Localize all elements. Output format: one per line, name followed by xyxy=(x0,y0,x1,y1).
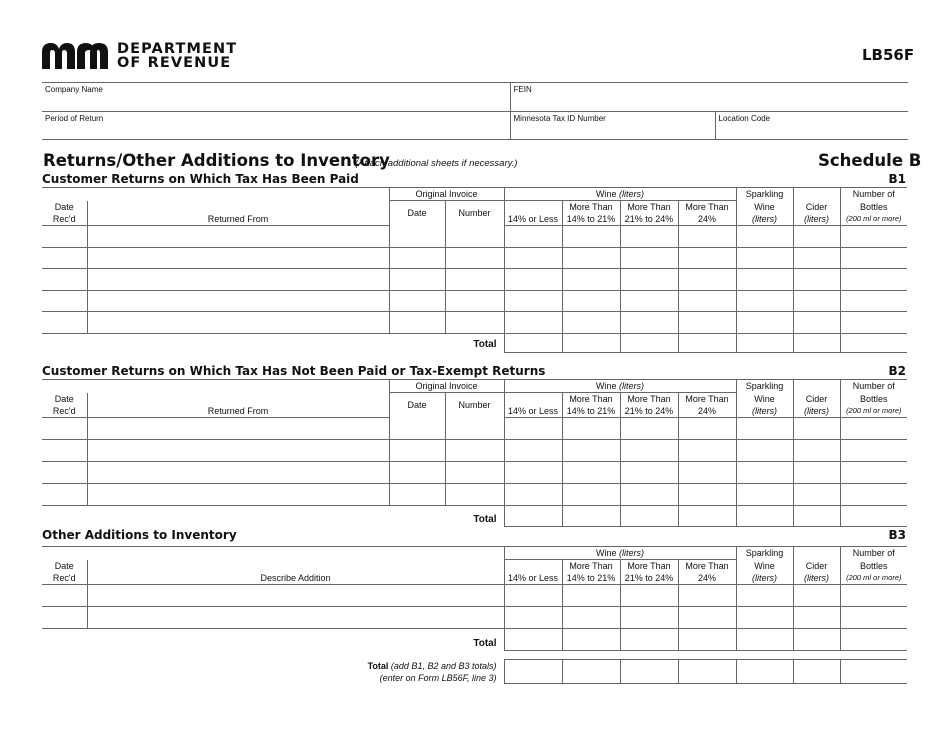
b1-total-cell[interactable] xyxy=(678,333,736,352)
b2-number-of-header: Number of xyxy=(840,380,907,393)
logo-line-2: OF REVENUE xyxy=(117,55,232,71)
b2-date-header: Date xyxy=(54,393,74,404)
b2-original-invoice-header: Original Invoice xyxy=(389,380,504,393)
b1-cider-header: Cider xyxy=(793,201,840,214)
grand-total-label: Total (add B1, B2 and B3 totals) (enter on Form LB56F, line 3) xyxy=(367,660,497,683)
b3-bottles-header: Bottles xyxy=(840,560,907,573)
table-row[interactable] xyxy=(42,440,907,462)
b3-more-than-header: More Than xyxy=(562,560,620,573)
mn-logo-icon xyxy=(42,43,108,69)
b2-w14-header: 14% or Less xyxy=(504,405,562,418)
table-row[interactable] xyxy=(42,585,907,607)
b1-w24-header: 24% xyxy=(678,213,736,226)
b3-total-cell[interactable] xyxy=(736,629,793,651)
b3-code: B3 xyxy=(888,528,906,542)
fein-field[interactable] xyxy=(510,83,908,112)
b3-more-than-header: More Than xyxy=(620,560,678,573)
b3-w14-21-header: 14% to 21% xyxy=(562,572,620,585)
location-code-label: Location Code xyxy=(718,113,771,123)
b2-bottles-header: Bottles xyxy=(840,393,907,406)
b2-more-than-header: More Than xyxy=(620,393,678,406)
form-id: LB56F xyxy=(862,46,915,64)
b2-total-label: Total xyxy=(473,513,497,525)
table-row[interactable] xyxy=(42,269,907,291)
b3-more-than-header: More Than xyxy=(678,560,736,573)
grand-total-table xyxy=(42,659,907,684)
b2-recd-header: Rec'd xyxy=(42,405,87,418)
b2-title: Customer Returns on Which Tax Has Not Been Paid or Tax-Exempt Returns xyxy=(42,364,546,378)
b3-recd-header: Rec'd xyxy=(42,572,87,585)
mn-tax-id-field[interactable] xyxy=(510,111,715,140)
company-name-field[interactable] xyxy=(42,83,510,112)
logo-line-1: DEPARTMENT xyxy=(117,41,238,57)
b1-total-cell[interactable] xyxy=(504,333,562,352)
b2-total-cell[interactable] xyxy=(736,506,793,527)
b1-total-row xyxy=(42,333,907,352)
grand-total-cell[interactable] xyxy=(793,660,840,684)
b2-total-row xyxy=(42,506,907,527)
b2-total-cell[interactable] xyxy=(620,506,678,527)
department-logo xyxy=(42,42,237,70)
b3-date-header: Date xyxy=(54,560,74,571)
b2-table xyxy=(42,379,907,527)
b3-title: Other Additions to Inventory xyxy=(42,528,237,542)
b1-total-label: Total xyxy=(473,339,497,351)
b1-recd-header: Rec'd xyxy=(42,213,87,226)
b2-sparkling-wine-header: Wine xyxy=(736,393,793,406)
table-row[interactable] xyxy=(42,226,907,248)
header-fields xyxy=(42,82,908,140)
grand-total-cell[interactable] xyxy=(678,660,736,684)
schedule-label: Schedule B xyxy=(818,151,922,170)
b3-w24-header: 24% xyxy=(678,572,736,585)
company-name-label: Company Name xyxy=(45,85,103,94)
b3-table xyxy=(42,546,907,651)
b1-more-than-header: More Than xyxy=(562,201,620,214)
table-row[interactable] xyxy=(42,418,907,440)
b1-sparkling-header: Sparkling xyxy=(736,188,793,201)
b2-w24-header: 24% xyxy=(678,405,736,418)
table-row[interactable] xyxy=(42,312,907,334)
b3-sparkling-liters: (liters) xyxy=(736,572,793,585)
b3-total-cell[interactable] xyxy=(793,629,840,651)
b1-code: B1 xyxy=(888,172,906,186)
b3-total-cell[interactable] xyxy=(562,629,620,651)
table-row[interactable] xyxy=(42,247,907,269)
b3-bottles-note: (200 ml or more) xyxy=(840,572,907,585)
grand-total-cell[interactable] xyxy=(840,660,907,684)
grand-total-cell[interactable] xyxy=(504,660,562,684)
b1-bottles-note: (200 ml or more) xyxy=(840,213,907,226)
b1-date-header: Date xyxy=(54,201,74,212)
b3-w14-header: 14% or Less xyxy=(504,572,562,585)
b1-wine-header: Wine (liters) xyxy=(504,188,736,201)
b2-total-cell[interactable] xyxy=(678,506,736,527)
b2-w21-24-header: 21% to 24% xyxy=(620,405,678,418)
b2-total-cell[interactable] xyxy=(840,506,907,527)
b3-sparkling-header: Sparkling xyxy=(736,547,793,560)
b1-total-cell[interactable] xyxy=(840,333,907,352)
b2-more-than-header: More Than xyxy=(678,393,736,406)
period-of-return-label: Period of Return xyxy=(45,113,104,123)
b1-total-cell[interactable] xyxy=(793,333,840,352)
page-title: Returns/Other Additions to Inventory xyxy=(43,151,390,170)
grand-total-cell[interactable] xyxy=(620,660,678,684)
b1-w14-header: 14% or Less xyxy=(504,213,562,226)
b3-total-cell[interactable] xyxy=(678,629,736,651)
b1-title: Customer Returns on Which Tax Has Been Paid xyxy=(42,172,359,186)
b2-inv-number-header: Number xyxy=(445,393,504,418)
period-of-return-field[interactable] xyxy=(42,111,510,140)
b2-total-cell[interactable] xyxy=(793,506,840,527)
b1-more-than-header: More Than xyxy=(678,201,736,214)
table-row[interactable] xyxy=(42,607,907,629)
b2-sparkling-liters: (liters) xyxy=(736,405,793,418)
b3-sparkling-wine-header: Wine xyxy=(736,560,793,573)
b2-total-cell[interactable] xyxy=(562,506,620,527)
b1-table xyxy=(42,187,907,353)
b1-sparkling-liters: (liters) xyxy=(736,213,793,226)
b3-total-cell[interactable] xyxy=(504,629,562,651)
grand-total-cell[interactable] xyxy=(736,660,793,684)
b1-total-cell[interactable] xyxy=(620,333,678,352)
b2-returned-from-header: Returned From xyxy=(87,405,389,418)
b1-total-cell[interactable] xyxy=(562,333,620,352)
b1-number-of-header: Number of xyxy=(840,188,907,201)
b1-more-than-header: More Than xyxy=(620,201,678,214)
b3-wine-header: Wine (liters) xyxy=(504,547,736,560)
b3-total-cell[interactable] xyxy=(840,629,907,651)
fein-label: FEIN xyxy=(513,85,532,94)
b3-describe-addition-header: Describe Addition xyxy=(87,572,504,585)
b1-w14-21-header: 14% to 21% xyxy=(562,213,620,226)
b3-total-row xyxy=(42,629,907,651)
b1-returned-from-header: Returned From xyxy=(87,213,389,226)
b1-inv-date-header: Date xyxy=(389,201,445,226)
table-row[interactable] xyxy=(42,462,907,484)
table-row[interactable] xyxy=(42,484,907,506)
b2-code: B2 xyxy=(888,364,906,378)
b2-w14-21-header: 14% to 21% xyxy=(562,405,620,418)
b2-more-than-header: More Than xyxy=(562,393,620,406)
b3-total-label: Total xyxy=(473,637,497,649)
b1-total-cell[interactable] xyxy=(736,333,793,352)
b3-number-of-header: Number of xyxy=(840,547,907,560)
b2-sparkling-header: Sparkling xyxy=(736,380,793,393)
b2-cider-header: Cider xyxy=(793,393,840,406)
b3-cider-liters: (liters) xyxy=(793,572,840,585)
b2-total-cell[interactable] xyxy=(504,506,562,527)
b1-cider-liters: (liters) xyxy=(793,213,840,226)
b3-total-cell[interactable] xyxy=(620,629,678,651)
b1-sparkling-wine-header: Wine xyxy=(736,201,793,214)
b3-cider-header: Cider xyxy=(793,560,840,573)
b2-cider-liters: (liters) xyxy=(793,405,840,418)
b2-bottles-note: (200 ml or more) xyxy=(840,405,907,418)
mn-tax-id-label: Minnesota Tax ID Number xyxy=(513,113,606,123)
location-code-field[interactable] xyxy=(715,111,908,140)
table-row[interactable] xyxy=(42,290,907,312)
b1-inv-number-header: Number xyxy=(445,201,504,226)
b1-w21-24-header: 21% to 24% xyxy=(620,213,678,226)
b2-inv-date-header: Date xyxy=(389,393,445,418)
b1-original-invoice-header: Original Invoice xyxy=(389,188,504,201)
attach-note: (Attach additional sheets if necessary.) xyxy=(355,158,518,169)
grand-total-cell[interactable] xyxy=(562,660,620,684)
b1-bottles-header: Bottles xyxy=(840,201,907,214)
b3-w21-24-header: 21% to 24% xyxy=(620,572,678,585)
b2-wine-header: Wine (liters) xyxy=(504,380,736,393)
